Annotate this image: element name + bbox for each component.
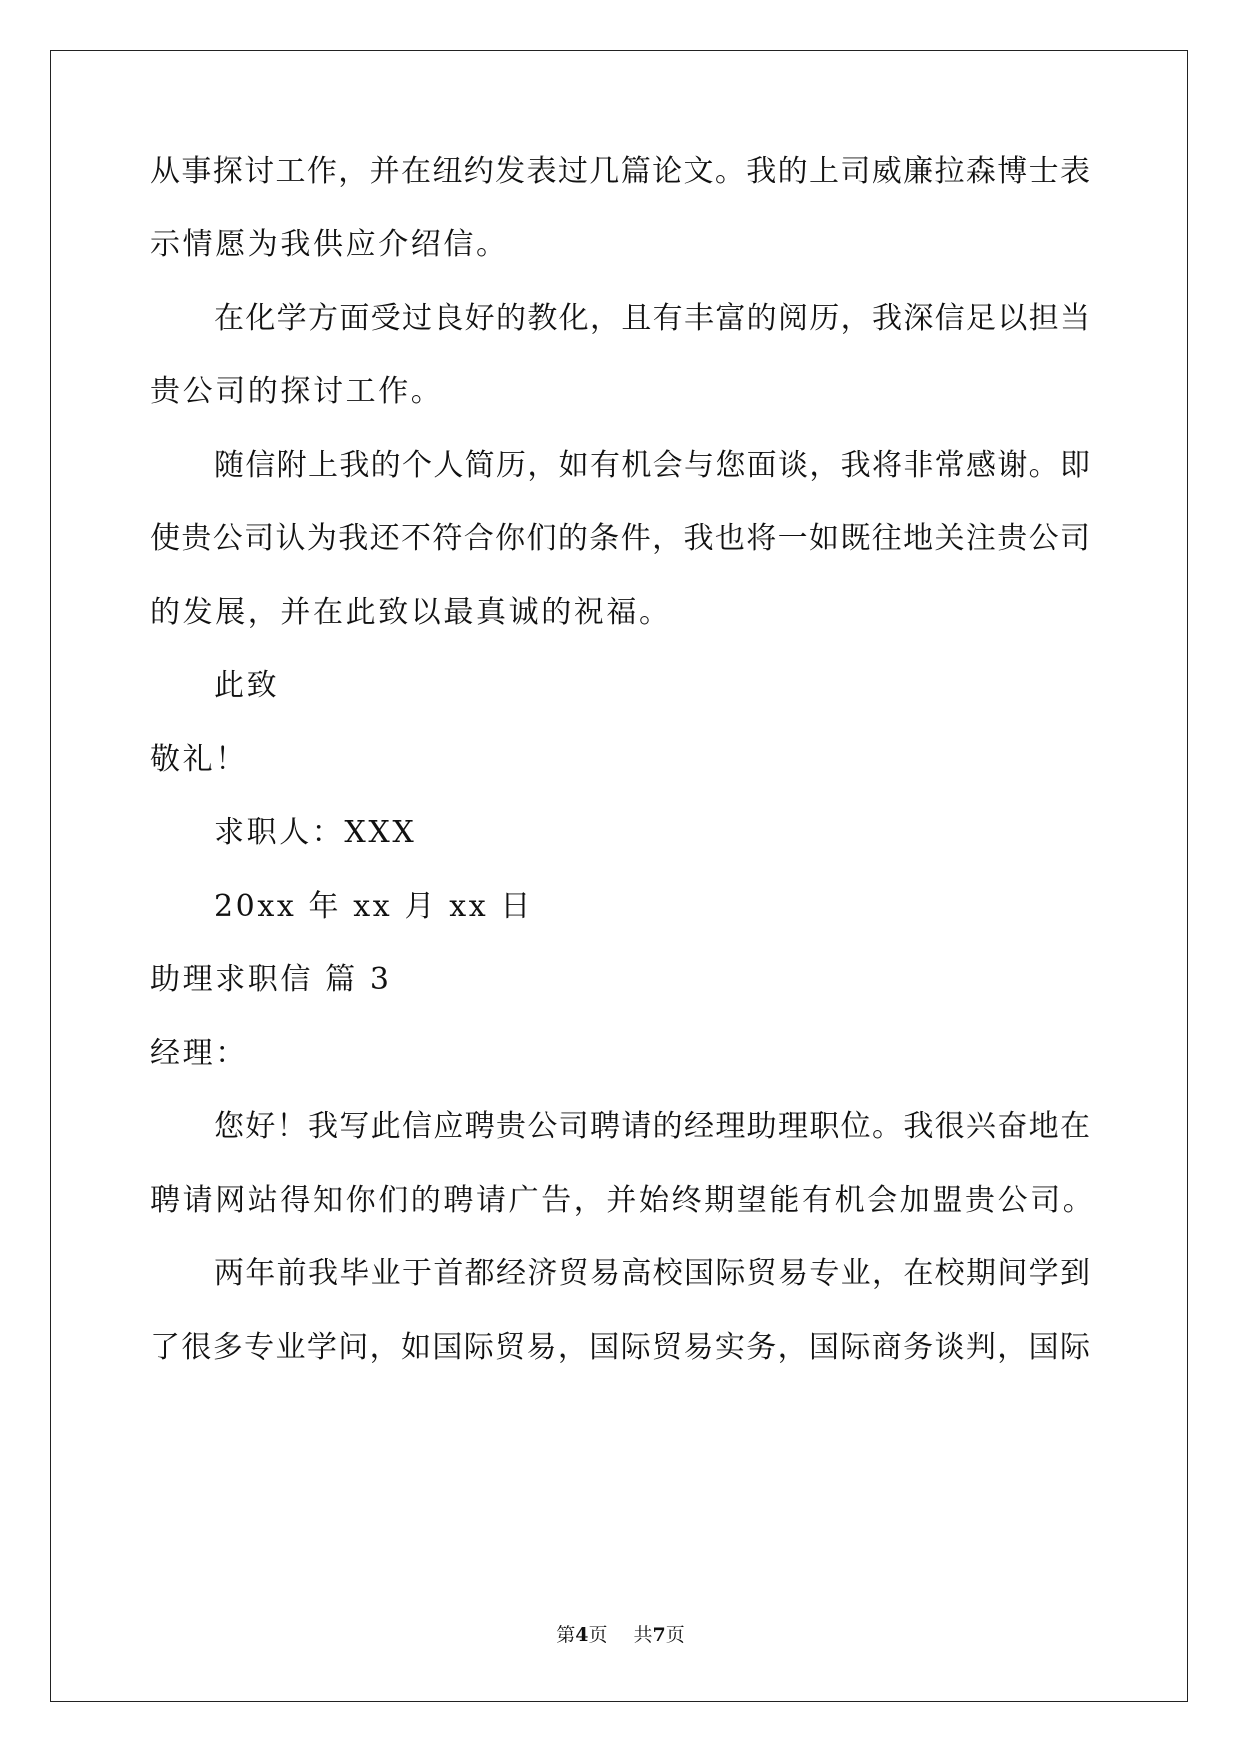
closing-salutation: 此致 xyxy=(214,668,280,703)
paragraph-line: 的发展，并在此致以最真诚的祝福。 xyxy=(150,595,672,630)
paragraph-line: 在化学方面受过良好的教化，且有丰富的阅历，我深信足以担当 xyxy=(214,301,1090,336)
section-heading: 助理求职信 篇 3 xyxy=(150,962,392,997)
page-footer xyxy=(0,1623,1241,1647)
footer-page-current: 4 xyxy=(575,1624,589,1646)
footer-total-prefix: 共 xyxy=(633,1624,653,1646)
closing-regards: 敬礼！ xyxy=(150,742,248,777)
paragraph-line: 您好！我写此信应聘贵公司聘请的经理助理职位。我很兴奋地在 xyxy=(214,1109,1090,1144)
letter-greeting: 经理： xyxy=(150,1036,248,1071)
paragraph-line: 贵公司的探讨工作。 xyxy=(150,374,444,409)
paragraph-line: 聘请网站得知你们的聘请广告，并始终期望能有机会加盟贵公司。 xyxy=(150,1183,1096,1218)
page-border xyxy=(50,50,1188,1702)
paragraph-line: 两年前我毕业于首都经济贸易高校国际贸易专业，在校期间学到 xyxy=(214,1256,1090,1291)
signature-date: 20xx 年 xx 月 xx 日 xyxy=(214,889,533,924)
footer-total-suffix: 页 xyxy=(665,1624,685,1646)
footer-page-prefix: 第 xyxy=(556,1624,576,1646)
paragraph-line: 示情愿为我供应介绍信。 xyxy=(150,227,509,262)
footer-page-total: 7 xyxy=(652,1624,666,1646)
footer-page-suffix: 页 xyxy=(588,1624,608,1646)
paragraph-line: 了很多专业学问，如国际贸易，国际贸易实务，国际商务谈判，国际 xyxy=(150,1330,1090,1365)
signature-applicant: 求职人：XXX xyxy=(214,815,417,850)
paragraph-line: 使贵公司认为我还不符合你们的条件，我也将一如既往地关注贵公司 xyxy=(150,521,1090,556)
paragraph-line: 随信附上我的个人简历，如有机会与您面谈，我将非常感谢。即 xyxy=(214,448,1090,483)
paragraph-line: 从事探讨工作，并在纽约发表过几篇论文。我的上司威廉拉森博士表 xyxy=(150,154,1090,189)
